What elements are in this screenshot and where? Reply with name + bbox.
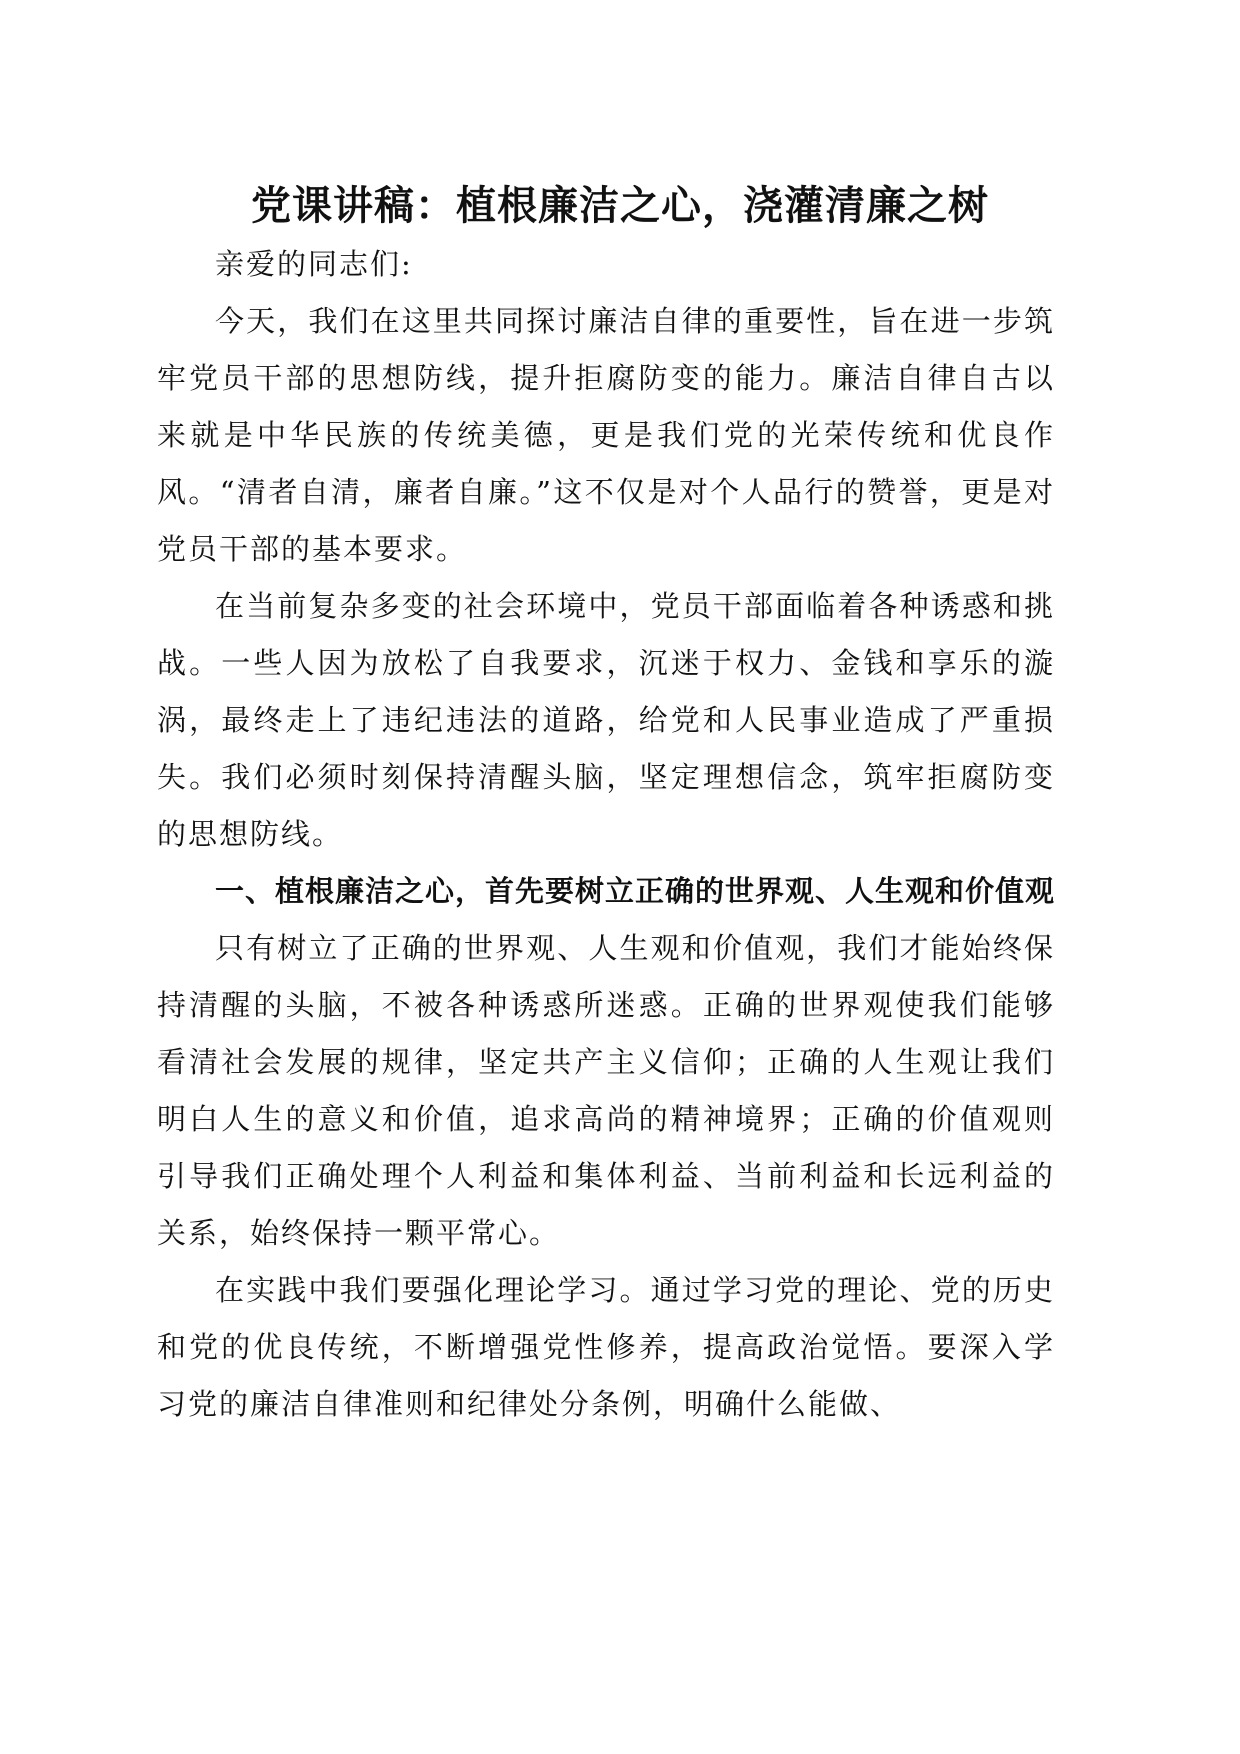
section-paragraph-2: 在实践中我们要强化理论学习。通过学习党的理论、党的历史和党的优良传统，不断增强党性修养，提高政治觉悟。要深入学习党的廉洁自律准则和纪律处分条例，明确什么能做、 — [157, 1273, 1055, 1421]
paragraph-intro-2: 在当前复杂多变的社会环境中，党员干部面临着各种诱惑和挑战。一些人因为放松了自我要求，沉迷于权力、金钱和享乐的漩涡，最终走上了违纪违法的道路，给党和人民事业造成了严重损失。我们必须时刻保持清醒头脑，坚定理想信念，筑牢拒腐防变的思想防线。 — [157, 589, 1055, 851]
document-title: 党课讲稿：植根廉洁之心，浇灌清廉之树 — [251, 183, 989, 229]
salutation: 亲爱的同志们: — [215, 247, 413, 281]
document-body — [157, 236, 1055, 1433]
section-heading-1: 一、植根廉洁之心，首先要树立正确的世界观、人生观和价值观 — [215, 874, 1056, 908]
paragraph-intro-1: 今天，我们在这里共同探讨廉洁自律的重要性，旨在进一步筑牢党员干部的思想防线，提升拒腐防变的能力。廉洁自律自古以来就是中华民族的传统美德，更是我们党的光荣传统和优良作风。“清者自清，廉者自廉。”这不仅是对个人品行的赞誉，更是对党员干部的基本要求。 — [157, 304, 1055, 566]
section-paragraph-1: 只有树立了正确的世界观、人生观和价值观，我们才能始终保持清醒的头脑，不被各种诱惑所迷惑。正确的世界观使我们能够看清社会发展的规律，坚定共产主义信仰；正确的人生观让我们明白人生的意义和价值，追求高尚的精神境界；正确的价值观则引导我们正确处理个人利益和集体利益、当前利益和长远利益的关系，始终保持一颗平常心。 — [157, 931, 1055, 1250]
